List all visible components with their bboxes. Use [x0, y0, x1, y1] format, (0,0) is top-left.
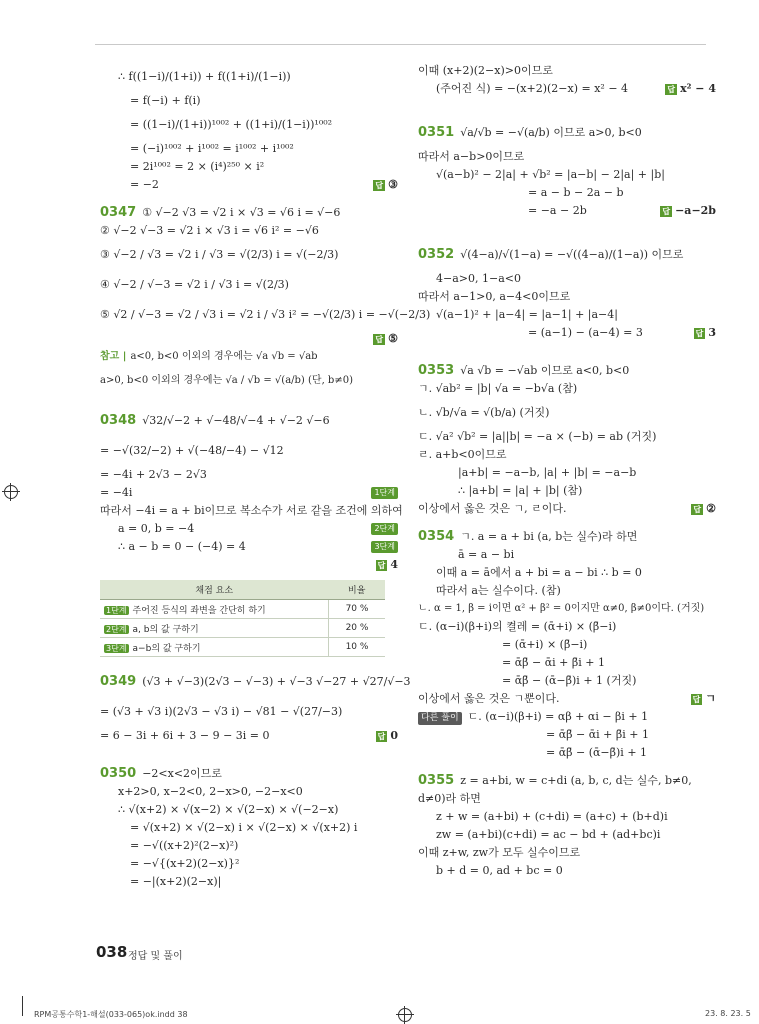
math-line: = −|(x+2)(2−x)|	[130, 875, 222, 888]
problem-number: 0354	[418, 529, 455, 544]
answer-0348: 답 4	[377, 558, 398, 571]
table-header: 채점 요소	[100, 580, 329, 600]
math-line: |a+b| = −a−b, |a| + |b| = −a−b	[458, 466, 637, 479]
print-date: 23. 8. 23. 5	[705, 1009, 751, 1018]
step-badge-3: 3단계	[371, 541, 398, 553]
problem-number: 0351	[418, 125, 455, 140]
math-line: ② √−2 √−3 = √2 i × √3 i = √6 i² = −√6	[100, 224, 319, 237]
math-line: = −√{(x+2)(2−x)}²	[130, 857, 240, 870]
math-line: = ᾱβ̄ − (ᾱ−β̄)i + 1	[546, 746, 648, 759]
answer-0350: 답 x² − 4	[667, 82, 716, 95]
left-column	[100, 62, 431, 891]
math-line: = −2 답 ③	[100, 176, 400, 194]
math-line: = 2i¹⁰⁰² = 2 × (i⁴)²⁵⁰ × i²	[130, 160, 265, 173]
problem-number: 0349	[100, 674, 137, 689]
math-line: b + d = 0, ad + bc = 0	[436, 864, 563, 877]
math-line: z + w = (a+bi) + (c+di) = (a+c) + (b+d)i	[436, 810, 668, 823]
math-line: a = 0, b = −4 2단계	[100, 520, 400, 538]
problem-0353: 0353 √a √b = −√ab 이므로 a<0, b<0	[418, 363, 630, 378]
table-row: 1단계 주어진 등식의 좌변을 간단히 하기 70 %	[100, 600, 385, 619]
math-line: = −4i + 2√3 − 2√3	[100, 468, 207, 481]
math-line: ③ √−2 / √3 = √2 i / √3 = √(2/3) i = √(−2/3)	[100, 248, 339, 261]
answer-0354: 답 ㄱ	[692, 692, 716, 705]
math-line: zw = (a+bi)(c+di) = ac − bd + (ad+bc)i	[436, 828, 661, 841]
answer-row	[100, 556, 400, 574]
math-line: ∴ a − b = 0 − (−4) = 4 3단계	[100, 538, 400, 556]
problem-0349: 0349 (√3 + √−3)(2√3 − √−3) + √−3 √−27 + √27/√−3	[100, 674, 411, 689]
step-badge-1: 1단계	[371, 487, 398, 499]
problem-number: 0348	[100, 413, 137, 428]
math-line: ㄴ. √b/√a = √(b/a) (거짓)	[418, 406, 550, 419]
math-line: 따라서 −4i = a + bi이므로 복소수가 서로 같을 조건에 의하여	[100, 504, 403, 517]
math-line: 따라서 a는 실수이다. (참)	[436, 584, 561, 597]
math-line: = (ᾱ+i) × (β̄−i)	[502, 638, 588, 651]
problem-0348: 0348 √32/√−2 + √−48/√−4 + √−2 √−6	[100, 413, 330, 428]
math-line: = f(−i) + f(i)	[130, 94, 201, 107]
alt-solution-badge: 다른 풀이	[418, 712, 462, 725]
problem-number: 0352	[418, 247, 455, 262]
problem-number: 0353	[418, 363, 455, 378]
page-number: 038	[96, 943, 128, 961]
answer-row	[100, 330, 400, 348]
problem-0350: 0350 −2<x<2이므로	[100, 766, 222, 781]
math-line: √(a−b)² − 2|a| + √b² = |a−b| − 2|a| + |b|	[436, 168, 665, 181]
math-line: ④ √−2 / √−3 = √2 i / √3 i = √(2/3)	[100, 278, 289, 291]
math-line: (주어진 식) = −(x+2)(2−x) = x² − 4 답 x² − 4	[418, 80, 718, 98]
math-line: = (a−1) − (a−4) = 3 답 3	[418, 324, 718, 342]
problem-0351: 0351 √a/√b = −√(a/b) 이므로 a>0, b<0	[418, 125, 642, 140]
math-line: = −a − 2b 답 −a−2b	[418, 202, 718, 220]
math-line: d≠0)라 하면	[418, 792, 481, 805]
header-rule	[95, 44, 706, 45]
scoring-table	[100, 580, 385, 657]
math-line: ㄱ. √ab² = |b| √a = −b√a (참)	[418, 382, 578, 395]
answer-0347: 답 ⑤	[375, 332, 398, 345]
problem-0355: 0355 z = a+bi, w = c+di (a, b, c, d는 실수, b≠0,	[418, 773, 692, 788]
table-header: 비율	[329, 580, 386, 600]
math-line: = −√((x+2)²(2−x)²)	[130, 839, 239, 852]
math-line: 이때 z+w, zw가 모두 실수이므로	[418, 846, 581, 859]
answer-0351: 답 −a−2b	[662, 204, 716, 217]
math-line: = −4i 1단계	[100, 484, 400, 502]
math-line: = −√(32/−2) + √(−48/−4) − √12	[100, 444, 284, 457]
math-line: 이때 a = ā에서 a + bi = a − bi ∴ b = 0	[436, 566, 642, 579]
table-row: 3단계 a−b의 값 구하기 10 %	[100, 638, 385, 657]
alt-solution: 다른 풀이 ㄷ. (α−i)(β+i) = αβ + αi − βi + 1	[418, 708, 718, 726]
math-line: = ᾱβ̄ − ᾱi + β̄i + 1	[546, 728, 649, 741]
print-filename: RPM공통수학1-해설(033-065)ok.indd 38	[34, 1010, 188, 1019]
math-line: 이상에서 옳은 것은 ㄱ뿐이다. 답 ㄱ	[418, 690, 718, 708]
math-line: = a − b − 2a − b	[528, 186, 624, 199]
math-line: ā = a − bi	[458, 548, 515, 561]
math-line: = ᾱβ̄ − ᾱi + β̄i + 1	[502, 656, 605, 669]
math-line: ㄷ. (α−i)(β+i)의 켤레 = (ᾱ+i) × (β̄−i)	[418, 620, 617, 633]
right-column	[418, 62, 718, 880]
math-line: = ((1−i)/(1+i))¹⁰⁰² + ((1+i)/(1−i))¹⁰⁰²	[130, 118, 333, 131]
math-line: ∴ √(x+2) × √(x−2) × √(2−x) × √(−2−x)	[118, 803, 339, 816]
table-row: 2단계 a, b의 값 구하기 20 %	[100, 619, 385, 638]
answer-0349: 답 0	[377, 729, 398, 742]
math-line: x+2>0, x−2<0, 2−x>0, −2−x<0	[118, 785, 303, 798]
answer-0352: 답 3	[695, 326, 716, 339]
answer-0353: 답 ②	[693, 502, 716, 515]
step-badge-2: 2단계	[371, 523, 398, 535]
problem-number: 0355	[418, 773, 455, 788]
problem-0354: 0354 ㄱ. a = a + bi (a, b는 실수)라 하면	[418, 529, 638, 544]
math-line: = (√3 + √3 i)(2√3 − √3 i) − √81 − √(27/−3)	[100, 705, 343, 718]
math-line: 이때 (x+2)(2−x)>0이므로	[418, 64, 553, 77]
answer-0346: 답 ③	[375, 178, 398, 191]
note-line: a>0, b<0 이외의 경우에는 √a / √b = √(a/b) (단, b≠0)	[100, 375, 353, 386]
problem-number: 0350	[100, 766, 137, 781]
problem-0352: 0352 √(4−a)/√(1−a) = −√((4−a)/(1−a)) 이므로	[418, 247, 684, 262]
math-line: ∴ |a+b| = |a| + |b| (참)	[458, 484, 583, 497]
problem-0347: 0347 ① √−2 √3 = √2 i × √3 = √6 i = √−6	[100, 205, 341, 220]
math-line: ㄴ. α = 1, β = i이면 α² + β² = 0이지만 α≠0, β≠0이다. (거짓)	[418, 603, 705, 614]
math-line: √(a−1)² + |a−4| = |a−1| + |a−4|	[436, 308, 618, 321]
math-line: ㄹ. a+b<0이므로	[418, 448, 507, 461]
registration-mark-icon	[398, 1008, 412, 1022]
math-line: ⑤ √2 / √−3 = √2 / √3 i = √2 i / √3 i² = −√(2/3) i = −√(−2/3)	[100, 308, 431, 321]
note: 참고 | a<0, b<0 이외의 경우에는 √a √b = √ab	[100, 351, 318, 362]
math-line: = ᾱβ̄ − (ᾱ−β̄)i + 1 (거짓)	[502, 674, 637, 687]
math-line: ∴ f((1−i)/(1+i)) + f((1+i)/(1−i))	[118, 70, 291, 83]
math-line: 따라서 a−1>0, a−4<0이므로	[418, 290, 571, 303]
math-line: = (−i)¹⁰⁰² + i¹⁰⁰² = i¹⁰⁰² + i¹⁰⁰²	[130, 142, 294, 155]
math-line: = 6 − 3i + 6i + 3 − 9 − 3i = 0 답 0	[100, 727, 400, 745]
math-line: ㄷ. √a² √b² = |a||b| = −a × (−b) = ab (거짓)	[418, 430, 657, 443]
math-line: 이상에서 옳은 것은 ㄱ, ㄹ이다. 답 ②	[418, 500, 718, 518]
math-line: 4−a>0, 1−a<0	[436, 272, 521, 285]
math-line: = √(x+2) × √(2−x) i × √(2−x) × √(x+2) i	[130, 821, 358, 834]
page-label: 정답 및 풀이	[128, 951, 183, 962]
math-line: 따라서 a−b>0이므로	[418, 150, 525, 163]
problem-number: 0347	[100, 205, 137, 220]
trim-mark	[22, 996, 23, 1016]
registration-mark-icon	[4, 485, 18, 499]
